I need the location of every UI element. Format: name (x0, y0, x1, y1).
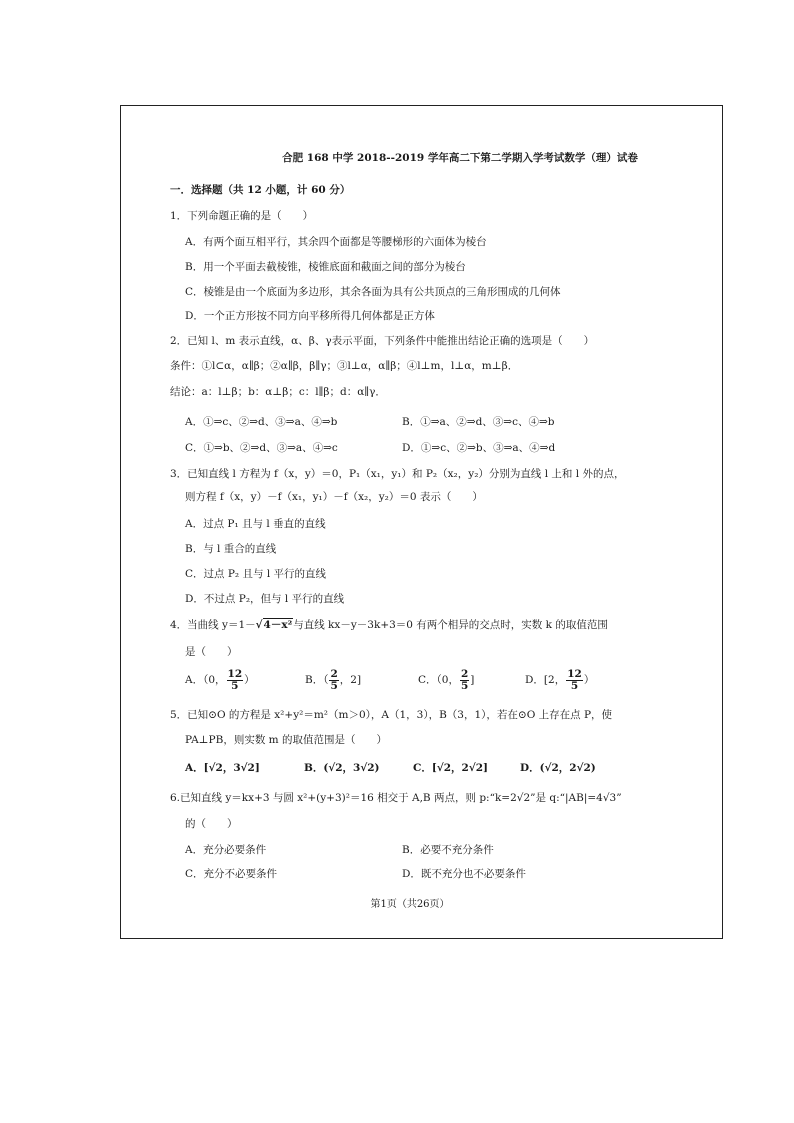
q2-conditions: 条件：①l⊂α，α∥β；②α∥β，β∥γ；③l⊥α，α∥β；④l⊥m，l⊥α，m⊥β． (170, 360, 519, 372)
q5-option-b: B．(√2，3√2) (304, 762, 380, 774)
q3-stem-line2: 则方程 f（x，y）－f（x₁，y₁）－f（x₂，y₂）＝0 表示（ ） (185, 491, 483, 503)
q4-b-suffix: ，2] (339, 674, 362, 686)
q4-a-prefix: A．（0， (185, 674, 226, 686)
q3-option-c: C．过点 P₂ 且与 l 平行的直线 (185, 568, 327, 580)
q4-c-numerator: 2 (460, 668, 469, 680)
q6-stem-line1: 6.已知直线 y＝kx+3 与圆 x²+(y+3)²＝16 相交于 A,B 两点，则 p:“k=2√2”是 q:“|AB|=4√3” (170, 792, 622, 804)
q1-option-a: A．有两个面互相平行，其余四个面都是等腰梯形的六面体为棱台 (185, 236, 487, 248)
q4-d-prefix: D．[2， (525, 674, 566, 686)
q3-option-a: A．过点 P₁ 且与 l 垂直的直线 (185, 518, 326, 530)
q6-option-d: D．既不充分也不必要条件 (402, 868, 526, 880)
q4-b-denominator: 5 (330, 679, 338, 692)
q5-stem-line2: PA⊥PB，则实数 m 的取值范围是（ ） (185, 734, 387, 746)
q4-a-denominator: 5 (231, 679, 239, 692)
q5-option-c: C．[√2，2√2] (413, 762, 489, 774)
q1-option-c: C．棱锥是由一个底面为多边形，其余各面为具有公共顶点的三角形围成的几何体 (185, 286, 561, 298)
exam-title: 合肥 168 中学 2018--2019 学年高二下第二学期入学考试数学（理）试卷 (282, 152, 638, 164)
q4-option-b (305, 669, 361, 691)
q6-stem-line2: 的（ ） (185, 818, 238, 830)
q4-c-fraction (460, 669, 469, 691)
q5-option-d: D．(√2，2√2) (520, 762, 596, 774)
q2-conclusions: 结论：a：l⊥β；b：α⊥β；c：l∥β；d：α∥γ． (170, 386, 386, 398)
q4-c-suffix: ] (470, 674, 475, 686)
q4-option-d (525, 669, 594, 691)
q4-option-c (418, 669, 474, 691)
q4-radicand: 4－x² (263, 619, 293, 631)
q2-stem: 2．已知 l、m 表示直线，α、β、γ表示平面，下列条件中能推出结论正确的选项是（ ） (170, 335, 595, 347)
q6-option-c: C．充分不必要条件 (185, 868, 278, 880)
q4-a-suffix: ） (244, 674, 255, 686)
q3-option-b: B．与 l 重合的直线 (185, 543, 277, 555)
q4-stem-line1 (170, 617, 608, 632)
q2-option-b: B．①⇒a、②⇒d、③⇒c、④⇒b (402, 416, 555, 428)
q4-b-prefix: B．（ (305, 674, 329, 686)
q2-option-d: D．①⇒c、②⇒b、③⇒a、④⇒d (402, 442, 556, 454)
q2-option-c: C．①⇒b、②⇒d、③⇒a、④⇒c (185, 442, 338, 454)
q4-stem-end: 与直线 kx－y－3k+3＝0 有两个相异的交点时，实数 k 的取值范围 (293, 619, 608, 631)
section-heading: 一．选择题（共 12 小题，计 60 分） (170, 184, 351, 196)
q5-option-a: A．[√2，3√2] (185, 762, 260, 774)
q3-option-d: D．不过点 P₂，但与 l 平行的直线 (185, 593, 345, 605)
q4-stem-line2: 是（ ） (185, 646, 238, 658)
q2-option-a: A．①⇒c、②⇒d、③⇒a、④⇒b (185, 416, 338, 428)
q4-d-suffix: ） (583, 674, 595, 686)
q4-c-prefix: C．（0， (418, 674, 459, 686)
q6-option-b: B．必要不充分条件 (402, 844, 494, 856)
q4-a-numerator: 12 (227, 668, 243, 680)
q4-b-numerator: 2 (330, 668, 338, 680)
q1-stem: 1．下列命题正确的是（ ） (170, 210, 314, 222)
q4-a-fraction (227, 669, 244, 691)
q4-option-a (185, 669, 255, 691)
q4-b-fraction (329, 669, 338, 691)
q1-option-d: D．一个正方形按不同方向平移所得几何体都是正方体 (185, 310, 435, 322)
q4-sqrt: √4－x² (255, 619, 293, 631)
q4-d-denominator: 5 (570, 679, 579, 692)
q4-c-denominator: 5 (460, 679, 469, 692)
q5-stem-line1: 5．已知⊙O 的方程是 x²+y²＝m²（m＞0），A（1，3），B（3，1），若在⊙O 上存在点 P，使 (170, 709, 613, 721)
page-footer: 第1页（共26页） (370, 899, 450, 910)
q4-d-fraction (566, 669, 583, 691)
q4-stem-start: 4．当曲线 y＝1－ (170, 619, 256, 631)
q3-stem-line1: 3．已知直线 l 方程为 f（x，y）＝0，P₁（x₁，y₁）和 P₂（x₂，y₂）分别为直线 l 上和 l 外的点， (170, 468, 625, 480)
q6-option-a: A．充分必要条件 (185, 844, 267, 856)
q1-option-b: B．用一个平面去截棱锥，棱锥底面和截面之间的部分为棱台 (185, 261, 466, 273)
q4-d-numerator: 12 (567, 668, 582, 680)
